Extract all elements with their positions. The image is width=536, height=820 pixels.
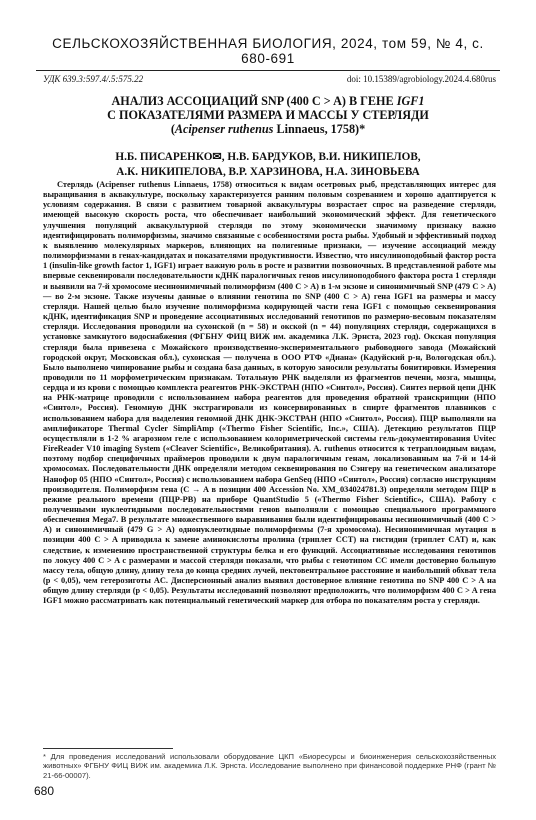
footnote-divider [43, 748, 173, 749]
authors-line-2: А.К. НИКИПЕЛОВА, В.Р. ХАРЗИНОВА, Н.А. ЗИНОВЬЕВА [116, 166, 420, 178]
page-number: 680 [34, 784, 55, 798]
title-line-2: С ПОКАЗАТЕЛЯМИ РАЗМЕРА И МАССЫ У СТЕРЛЯДИ [107, 108, 429, 122]
doi-link[interactable]: doi: 10.15389/agrobiology.2024.4.680rus [346, 74, 496, 84]
abstract-text: Стерлядь (Acipenser ruthenus Linnaeus, 1758) относиться к видам осетровых рыб, представляющих интерес для выращивания в аквакультуре, поскольку характеризуется ранним половым созреванием и хорошо адаптируется к условиям содержания. В связи с развитием товарной аквакультуры возрастает спрос на разведение стерляди, имеющей высокую скорость роста, что обеспечивает наибольший экономический эффект. Для генетического улучшения популяций аквакультурной стерляди по этому экономически значимому признаку важно идентифицировать полиморфизмы, значимо связанные с особенностями роста рыбы. Удобный и эффективный подход к выявлению молекулярных маркеров, влияющих на полигенные признаки, — изучение ассоциаций между полиморфизмами в генах-кандидатах и показателями продуктивности. Известно, что инсулиноподобный фактор роста 1 (insulin-like growth factor 1, IGF1) играет важную роль в росте и развитии позвоночных. В представленной работе мы впервые секвенировали последовательности кДНК паралогичных генов инсулиноподобного фактора роста 1 стерляди и выявили на 7-й хромосоме несинонимичный полиморфизм (400 C > A) в 1-м экзоне и синонимичный SNP (479 C > A) — во 2-м экзоне. Также изучены данные о влиянии генотипа по SNP (400 C > A) гена IGF1 на размеры и массу стерляди. Нашей целью было изучение полиморфизма кодирующей части гена IGF1 с помощью секвенирования кДНК, идентификация SNP и проведение ассоциативных исследований генотипов по размерно-весовым показателям стерляди. Исследования проводили на сухонской (n = 58) и окской (n = 44) популяциях стерляди, содержащихся в установке замкнутого водоснабжения (ФГБНУ ФИЦ ВИЖ им. академика Л.К. Эрнста, 2023 год). Окская популяция стерляди была привезена с Можайского производственно-экспериментального рыбоводного завода (Можайский городской округ, Московская обл.), сухонская — получена в ООО РТФ «Диана» (Кадуйский р-н, Вологодская обл.). Было выполнено чипирование рыбы и создана база данных, в которую заносили результаты бонитировки. Измерения проводили по 11 морфометрическим признакам. Тотальную РНК выделяли из фрагментов печени, мозга, мышцы, сердца и из крови с помощью комплекта реагентов РНК-ЭКСТРАН (НПО «Синтол», Россия). Синтез первой цепи ДНК на РНК-матрице проводили с использованием набора реагентов для проведения обратной транскрипции (НПО «Синтол», Россия). Геномную ДНК экстрагировали из консервированных в спирте фрагментов плавников с использованием набора для выделения геномной ДНК ДНК-ЭКСТРАН (НПО «Синтол», Россия). ПЦР выполняли на амплификаторе Thermal Cycler SimpliAmp («Thermo Fisher Scientific, Inc.», США). Детекцию результатов ПЦР осуществляли в 1-2 % агарозном геле с использованием колориметрической системы гель-документирования Uvitec FireReader V10 imaging System («Cleaver Scientific», Великобритания). A. ruthenus относится к тетраплоидным видам, поэтому подбор специфичных праймеров проводили к двум паралогичным генам, локализованным на 7-й и 14-й хромосомах. Последовательности ДНК определяли методом секвенирования по Сэнгеру на генетическом анализаторе Нанофор 05 (НПО «Синтол», Россия) с использованием набора GenSeq (НПО «Синтол», Россия) согласно инструкциям производителя. Полиморфизм гена (C → A в позиции 400 Accession No. XM_034024781.3) определяли методом ПЦР в режиме реального времени (ПЦР-РВ) на приборе QuantStudio 5 («Thermo Fisher Scientific», США). Работу с полученными нуклеотидными последовательностями генов выполняли с помощью специального программного обеспечения Mega7. В результате множественного выравнивания были идентифицированы несинонимичный (400 C > A) и синонимичный (479 G > A) однонуклеотидные полиморфизмы (7-я хромосома). Несинонимичная мутация в позиции 400 C > A приводила к замене аминокислоты пролина (триплет CCT) на гистидин (триплет CAT) и, как следствие, к изменению пространственной структуры белка и его функций. Ассоциативные исследования генотипов по локусу 400 C > A с размерами и массой стерляди показали, что рыбы с генотипом CC имели достоверно большую массу тела, общую длину, длину тела до конца средних лучей, пектовентральное расстояние и наибольший обхват тела (p < 0,05), чем гетерозиготы AC. Дисперсионный анализ выявил достоверное влияние генотипа по SNP 400 C > A на общую длину стерляди (p < 0,05). Результаты исследований позволяют предположить, что полиморфизм 400 C > A гена IGF1 можно рассматривать как потенциальный генетический маркер для отбора по показателям роста у стерляди. [43, 180, 496, 606]
authors-line-1: Н.Б. ПИСАРЕНКО✉, Н.В. БАРДУКОВ, В.И. НИКИПЕЛОВ, [115, 151, 421, 163]
gene-name: IGF1 [396, 94, 425, 108]
title-line-1: АНАЛИЗ АССОЦИАЦИЙ SNP (400 C > A) В ГЕНЕ IGF1 [111, 94, 425, 108]
article-title [40, 94, 496, 136]
funding-footnote: * Для проведения исследований использовали оборудование ЦКП «Биоресурсы и биоинженерия сельскохозяйственных животных» ФГБНУ ФИЦ ВИЖ им. академика Л.К. Эрнста. Исследование выполнено при финансовой поддержке РНФ (грант № 21-66-00007). [43, 752, 496, 780]
title-line-3: (Acipenser ruthenus Linnaeus, 1758)* [170, 122, 366, 136]
article-meta [43, 74, 496, 84]
udc-code: УДК 639.3:597.4/.5:575.22 [43, 74, 144, 84]
author-list [40, 150, 496, 180]
species-name: Acipenser ruthenus [174, 122, 274, 136]
abstract [43, 180, 496, 607]
journal-header: СЕЛЬСКОХОЗЯЙСТВЕННАЯ БИОЛОГИЯ, 2024, том 59, № 4, с. 680-691 [36, 36, 500, 71]
